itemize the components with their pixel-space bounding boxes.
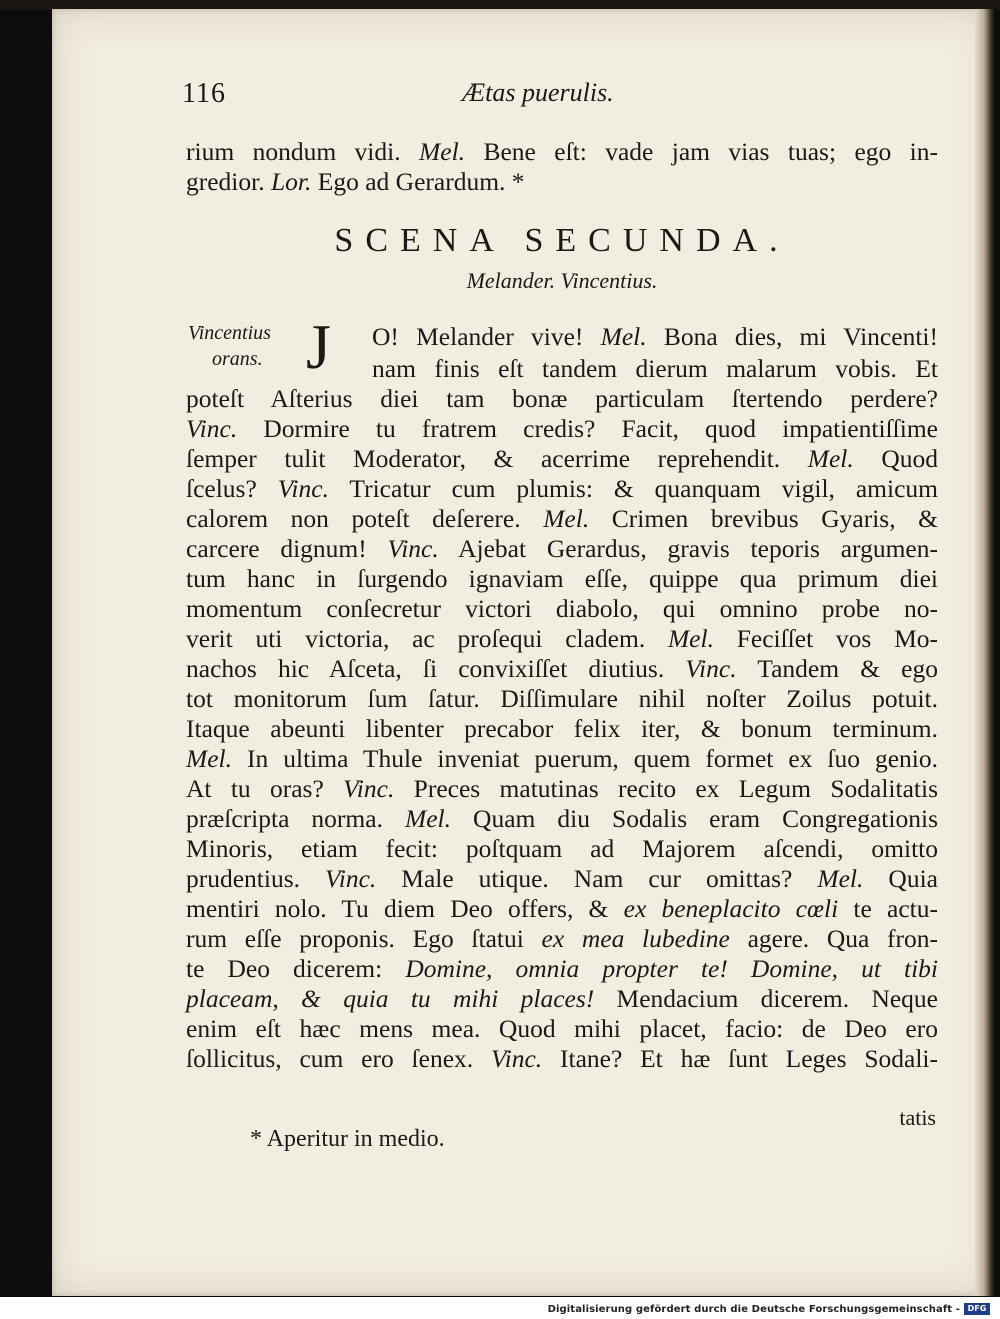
text-segment: Itaque abeunti libenter precabor felix iter, & bonum terminum. [186,714,938,743]
text-segment: Quam diu Sodalis eram Congregationis [451,804,938,833]
text-segment: At tu oras? [186,774,344,803]
text-segment: tum hanc in ſurgendo ignaviam eſſe, quippe qua primum diei [186,564,938,593]
page-number: 116 [182,78,226,109]
text-segment: Mel. [543,504,590,533]
text-segment: ex mea lubedine [541,924,730,953]
text-segment: Vinc. [685,654,737,683]
margin-stage-direction: orans. [212,348,263,370]
text-segment: Itane? Et hæ ſunt Leges Sodali- [542,1044,938,1073]
text-line [372,322,938,352]
text-segment: carcere dignum! [186,534,388,563]
text-segment: prudentius. [186,864,326,893]
text-segment: Crimen brevibus Gyaris, & [589,504,938,533]
text-segment: ex beneplacito cœli [623,894,839,923]
text-segment: nachos hic Aſceta, ſi convixiſſet diutius. [186,654,686,683]
text-segment: rium nondum vidi. [186,137,420,166]
text-segment: Vinc. [186,414,238,443]
text-line [186,384,938,414]
text-segment: Ego ad Gerardum. * [311,167,525,196]
text-line [186,744,938,774]
text-line [186,714,938,744]
text-line [186,504,938,534]
text-segment: Mendacium dicerem. Neque [594,984,938,1013]
text-segment: enim eſt hæc mens mea. Quod mihi placet, facio: de Deo ero [186,1014,938,1043]
text-segment: Quod [853,444,938,473]
text-segment: mentiri nolo. Tu diem Deo offers, & [186,894,624,923]
scene-title: SCENA SECUNDA. [334,222,790,259]
text-segment: momentum conſecretur victori diabolo, qui omnino probe no- [186,594,938,623]
text-segment: Vinc. [325,864,377,893]
text-segment: præſcripta norma. [186,804,405,833]
text-segment: Dormire tu fratrem credis? Facit, quod impatientiſſime [237,414,938,443]
text-segment: Vinc. [343,774,395,803]
text-segment: Tandem & ego [736,654,938,683]
text-line [186,444,938,474]
text-line [186,137,938,167]
text-segment: Mel. [817,864,864,893]
text-segment: te actu- [838,894,939,923]
text-line [186,534,938,564]
text-segment: Quia [863,864,938,893]
text-line [186,414,938,444]
footer-credit: Digitalisierung gefördert durch die Deutsche Forschungsgemeinschaft - [547,1304,960,1315]
text-line [186,804,938,834]
text-line [186,624,938,654]
text-segment: In ultima Thule inveniat puerum, quem formet ex ſuo genio. [232,744,938,773]
text-line [186,984,938,1014]
text-line [186,954,938,984]
text-segment: Vinc. [277,474,329,503]
text-segment: Tricatur cum plumis: & quanquam vigil, amicum [328,474,938,503]
text-line [186,474,938,504]
text-segment: Mel. [807,444,854,473]
text-segment: Bene eſt: vade jam vias tuas; ego in- [465,137,938,166]
text-segment: verit uti victoria, ac proſequi cladem. [186,624,668,653]
text-line [186,564,938,594]
text-line [186,924,938,954]
page-header [182,78,952,118]
text-line [186,1014,938,1044]
text-segment: calorem non poteſt deſerere. [186,504,544,533]
page-edge-shadow [975,9,995,1296]
text-segment: Bona dies, mi Vincenti! [646,322,938,351]
text-line [186,167,938,197]
text-segment: tot monitorum ſum ſatur. Diſſimulare nihil noſter Zoilus potuit. [186,684,938,713]
drop-cap: J [306,311,331,382]
text-segment: Mel. [419,137,466,166]
text-segment: Vinc. [387,534,439,563]
text-segment: Domine, omnia propter te! Domine, ut tibi [405,954,938,983]
text-segment: nam finis eſt tandem dierum malarum vobis. Et [372,354,938,383]
text-line [186,684,938,714]
text-line [186,594,938,624]
text-line [186,774,938,804]
footnote: * Aperitur in medio. [250,1126,445,1152]
text-line [186,864,938,894]
text-segment: ſollicitus, cum ero ſenex. [186,1044,491,1073]
text-segment: te Deo dicerem: [186,954,406,983]
text-line [186,834,938,864]
text-segment: poteſt Aſterius diei tam bonæ particulam ſtertendo perdere? [186,384,938,413]
text-line [186,1044,938,1074]
text-segment: ſemper tulit Moderator, & acerrime reprehendit. [186,444,808,473]
margin-speaker: Vincentius [188,322,271,344]
text-line [186,654,938,684]
text-segment: Lor. [270,167,312,196]
text-segment: Male utique. Nam cur omittas? [376,864,818,893]
text-line [186,894,938,924]
text-segment: Vinc. [490,1044,543,1073]
text-segment: Feciſſet vos Mo- [713,624,938,653]
running-head: Ætas puerulis. [462,78,614,107]
text-segment: Mel. [600,322,647,351]
text-line [372,354,938,384]
catchword: tatis [899,1105,936,1130]
dfg-logo-icon: DFG [964,1303,990,1315]
text-segment: Mel. [667,624,714,653]
text-segment: rum eſſe proponis. Ego ſtatui [186,924,542,953]
text-segment: O! Melander vive! [372,322,601,351]
text-segment: gredior. [186,167,271,196]
text-segment: ſcelus? [186,474,278,503]
text-segment: Ajebat Gerardus, gravis teporis argumen- [438,534,938,563]
text-segment: Minoris, etiam fecit: poſtquam ad Majorem aſcendi, omitto [186,834,938,863]
text-segment: Mel. [186,744,233,773]
text-segment: placeam, & quia tu mihi places! [186,984,595,1013]
text-segment: Preces matutinas recito ex Legum Sodalitatis [394,774,939,803]
text-segment: agere. Qua fron- [729,924,938,953]
text-segment: Mel. [404,804,452,833]
scene-persons: Melander. Vincentius. [466,268,658,293]
